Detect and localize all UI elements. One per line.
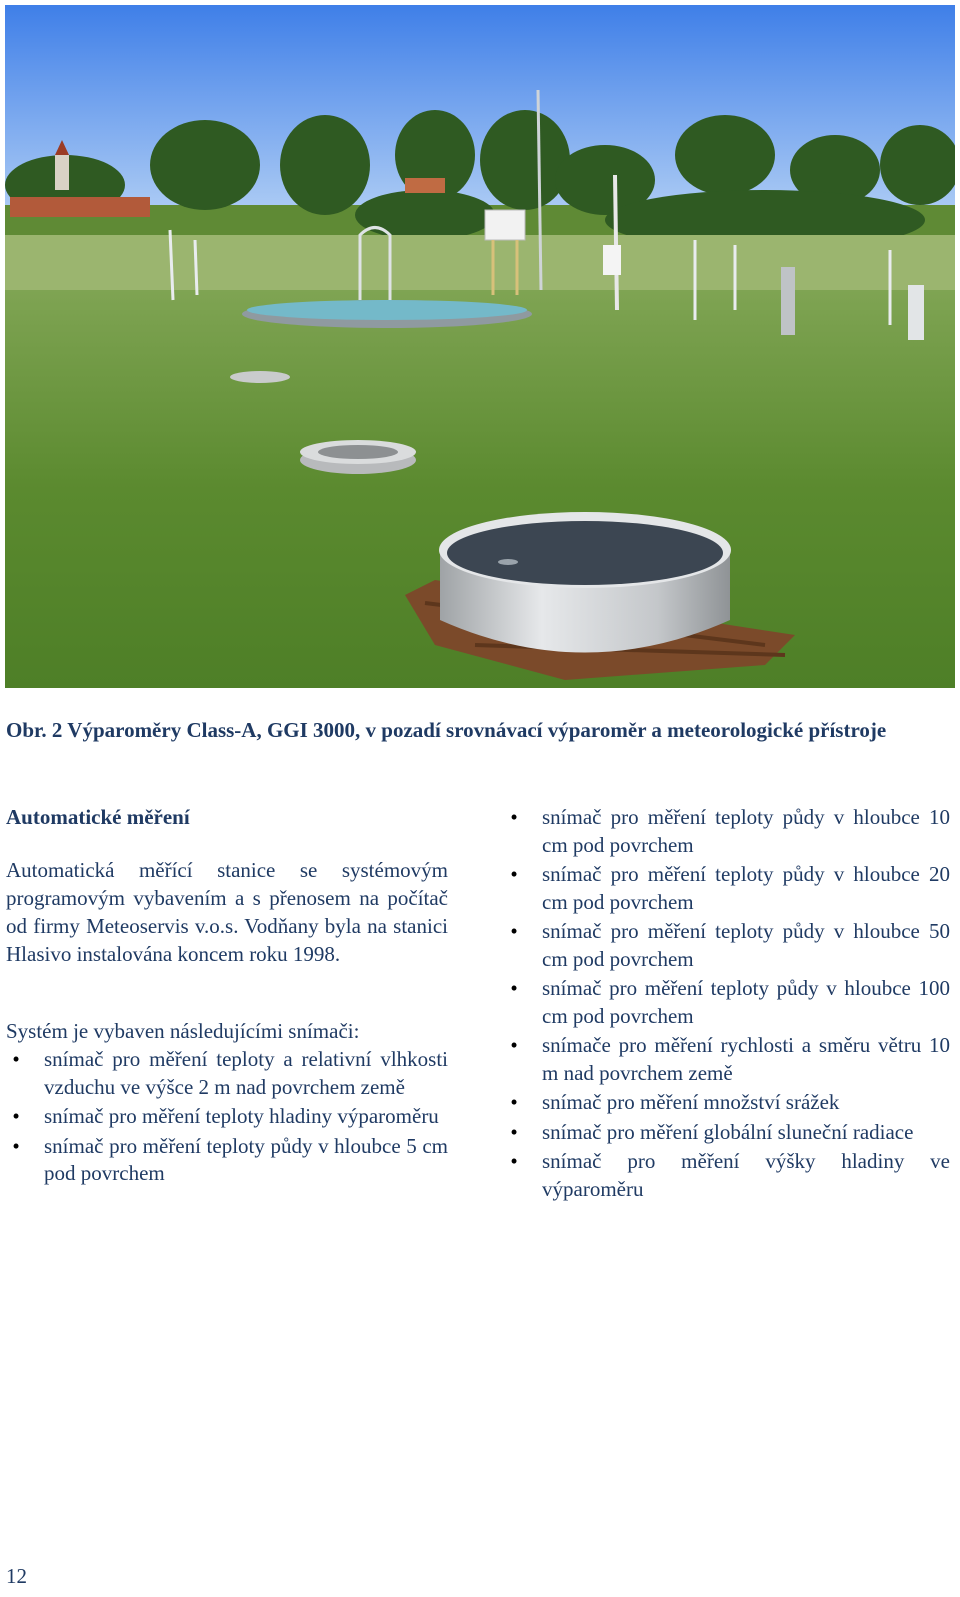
sensor-item-text: snímač pro měření výšky hladiny ve výparoměru <box>542 1149 950 1201</box>
intro-paragraph: Automatická měřící stanice se systémovým programovým vybavením a s přenosem na počítač od firmy Meteoservis v.o.s. Vodňany byla na stanici Hlasivo instalována koncem roku 1998. <box>6 858 448 966</box>
list-item <box>504 1119 950 1147</box>
page-number: 12 <box>6 1564 27 1588</box>
section-heading: Automatické měření <box>6 805 190 829</box>
sensor-list-left <box>6 1046 448 1190</box>
bullet-icon: • <box>510 805 518 829</box>
bullet-icon: • <box>12 1104 20 1128</box>
bullet-icon: • <box>510 862 518 886</box>
bullet-icon: • <box>510 919 518 943</box>
bullet-icon: • <box>510 1090 518 1114</box>
list-item <box>504 975 950 1030</box>
list-item <box>504 804 950 859</box>
list-item <box>504 1148 950 1203</box>
sensor-item-text: snímač pro měření teploty hladiny výparoměru <box>44 1104 439 1128</box>
list-item <box>504 1089 950 1117</box>
sensor-item-text: snímač pro měření teploty půdy v hloubce 100 cm pod povrchem <box>542 976 950 1028</box>
list-item <box>6 1046 448 1101</box>
figure-photo-evaporimeters <box>5 5 955 688</box>
bullet-icon: • <box>510 1149 518 1173</box>
sensor-item-text: snímač pro měření teploty půdy v hloubce 5 cm pod povrchem <box>44 1133 448 1185</box>
sensor-item-text: snímač pro měření teploty půdy v hloubce 20 cm pod povrchem <box>542 862 950 914</box>
list-item <box>504 918 950 973</box>
bullet-icon: • <box>510 1119 518 1144</box>
list-item <box>6 1133 448 1188</box>
sensor-item-text: snímač pro měření globální sluneční radiace <box>542 1119 914 1144</box>
bullet-icon: • <box>12 1133 20 1158</box>
bullet-icon: • <box>510 976 518 1000</box>
sensor-item-text: snímač pro měření teploty půdy v hloubce 10 cm pod povrchem <box>542 805 950 857</box>
sensor-list-right <box>504 804 950 1205</box>
sensor-item-text: snímač pro měření množství srážek <box>542 1090 840 1114</box>
sensor-item-text: snímače pro měření rychlosti a směru větru 10 m nad povrchem země <box>542 1033 950 1085</box>
list-item <box>6 1103 448 1131</box>
list-item <box>504 1032 950 1087</box>
figure-caption: Obr. 2 Výparoměry Class-A, GGI 3000, v pozadí srovnávací výparoměr a meteorologické přístroje <box>6 718 887 742</box>
sensor-list-lead: Systém je vybaven následujícími snímači: <box>6 1019 360 1043</box>
bullet-icon: • <box>12 1047 20 1071</box>
sensor-item-text: snímač pro měření teploty půdy v hloubce 50 cm pod povrchem <box>542 919 950 971</box>
bullet-icon: • <box>510 1033 518 1057</box>
sensor-item-text: snímač pro měření teploty a relativní vlhkosti vzduchu ve výšce 2 m nad povrchem země <box>44 1047 448 1099</box>
list-item <box>504 861 950 916</box>
